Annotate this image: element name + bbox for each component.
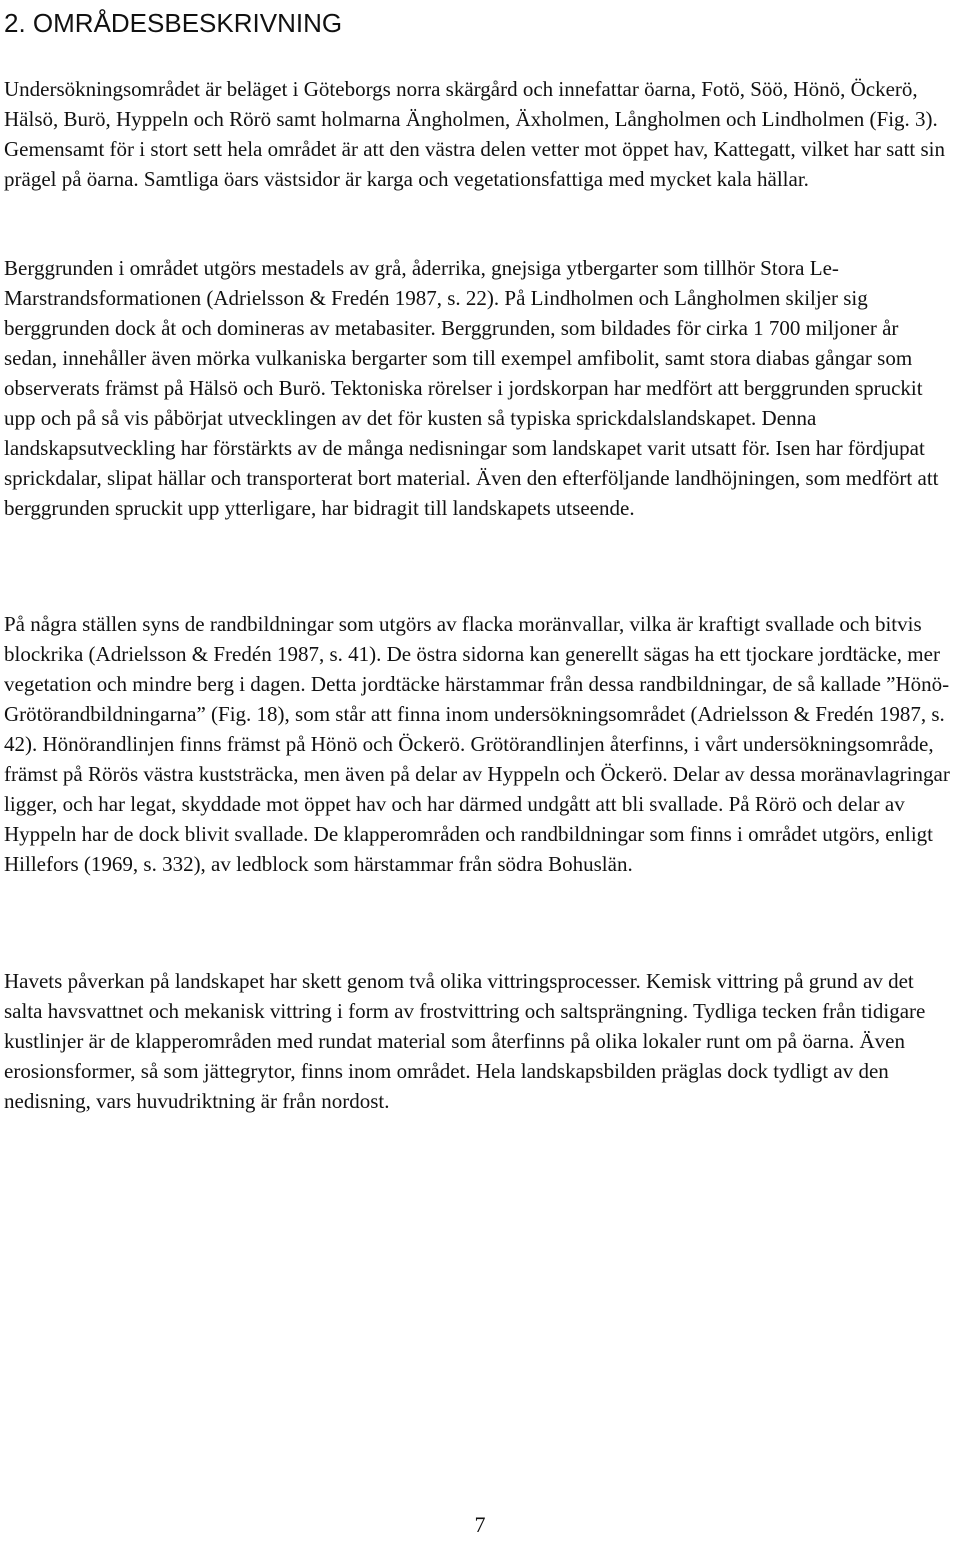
paragraph-moraines: På några ställen syns de randbildningar som utgörs av flacka moränvallar, vilka är kraftigt svallade och bitvis blockrika (Adrielsson & Fredén 1987, s. 41). De östra sidorna kan generellt sägas ha ett tjockare jordtäcke, mer vegetation och mindre berg i dagen. Detta jordtäcke härstammar från dessa randbildningar, de så kallade ”Hönö-Grötörandbildningarna” (Fig. 18), som står att finna inom undersökningsområdet (Adrielsson & Fredén 1987, s. 42). Hönörandlinjen finns främst på Hönö och Öckerö. Grötörandlinjen återfinns, i vårt undersökningsområde, främst på Rörös västra kuststräcka, men även på delar av Hyppeln och Öckerö. Delar av dessa moränavlagringar ligger, och har legat, skyddade mot öppet hav och har därmed undgått att bli svallade. På Rörö och delar av Hyppeln har de dock blivit svallade. De klapperområden och randbildningar som finns i området utgörs, enligt Hillefors (1969, s. 332), av ledblock som härstammar från södra Bohuslän. — [4, 612, 950, 876]
page-number: 7 — [474, 1512, 486, 1537]
section-heading: 2. OMRÅDESBESKRIVNING — [4, 8, 343, 38]
paragraph-bedrock: Berggrunden i området utgörs mestadels av grå, åderrika, gnejsiga ytbergarter som tillhör Stora Le-Marstrandsformationen (Adrielsson & Fredén 1987, s. 22). På Lindholmen och Långholmen skiljer sig berggrunden dock åt och domineras av metabasiter. Berggrunden, som bildades för cirka 1 700 miljoner år sedan, innehåller även mörka vulkaniska bergarter som till exempel amfibolit, samt stora diabas gångar som observerats främst på Hälsö och Burö. Tektoniska rörelser i jordskorpan har medfört att berggrunden spruckit upp och på så vis påbörjat utvecklingen av det för kusten så typiska sprickdalslandskapet. Denna landskapsutveckling har förstärkts av de många nedisningar som landskapet varit utsatt för. Isen har fördjupat sprickdalar, slipat hällar och transporterat bort material. Även den efterföljande landhöjningen, som medfört att berggrunden spruckit upp ytterligare, har bidragit till landskapets utseende. — [4, 256, 939, 520]
paragraph-area-location: Undersökningsområdet är beläget i Göteborgs norra skärgård och innefattar öarna, Fotö, Söö, Hönö, Öckerö, Hälsö, Burö, Hyppeln och Rörö samt holmarna Ängholmen, Äxholmen, Långholmen och Lindholmen (Fig. 3). Gemensamt för i stort sett hela området är att den västra delen vetter mot öppet hav, Kattegatt, vilket har satt sin prägel på öarna. Samtliga öars västsidor är karga och vegetationsfattiga med mycket kala hällar. — [4, 77, 946, 191]
paragraph-weathering: Havets påverkan på landskapet har skett genom två olika vittringsprocesser. Kemisk vittring på grund av det salta havsvattnet och mekanisk vittring i form av frostvittring och saltsprängning. Tydliga tecken från tidigare kustlinjer är de klapperområden med rundat material som återfinns på olika lokaler runt om på öarna. Även erosionsformer, så som jättegrytor, finns inom området. Hela landskapsbilden präglas dock tydligt av den nedisning, vars huvudriktning är från nordost. — [4, 969, 926, 1113]
